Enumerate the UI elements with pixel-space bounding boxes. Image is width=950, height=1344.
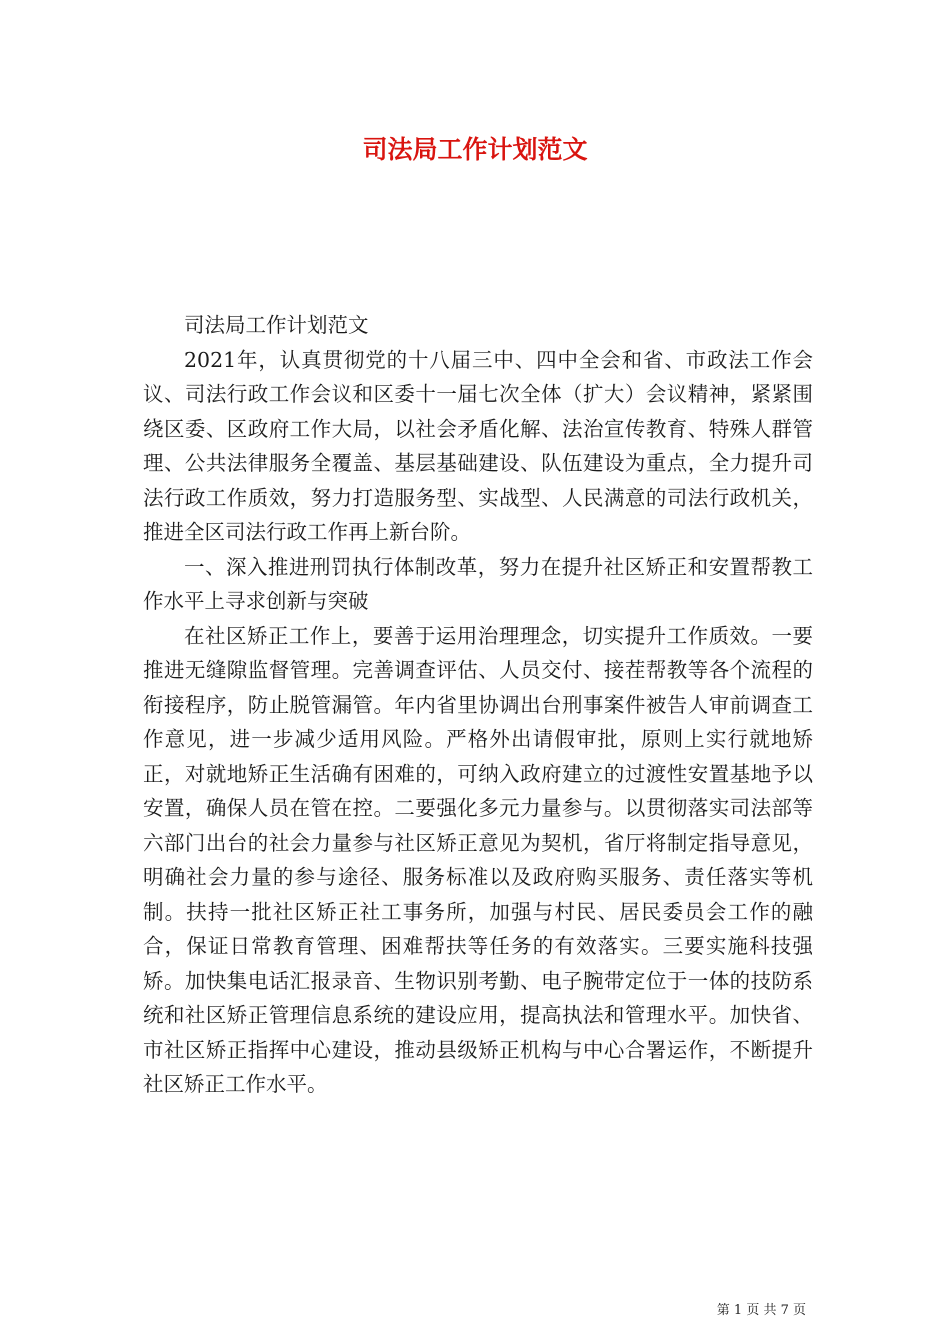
paragraph-community-correction: 在社区矫正工作上，要善于运用治理理念，切实提升工作质效。一要推进无缝隙监督管理。完善调查评估、人员交付、接茬帮教等各个流程的衔接程序，防止脱管漏管。年内省里协调出台刑事案件被告人审前调查工作意见，进一步减少适用风险。严格外出请假审批，原则上实行就地矫正，对就地矫正生活确有困难的，可纳入政府建立的过渡性安置基地予以安置，确保人员在管在控。二要强化多元力量参与。以贯彻落实司法部等六部门出台的社会力量参与社区矫正意见为契机，省厅将制定指导意见，明确社会力量的参与途径、服务标准以及政府购买服务、责任落实等机制。扶持一批社区矫正社工事务所，加强与村民、居民委员会工作的融合，保证日常教育管理、困难帮扶等任务的有效落实。三要实施科技强矫。加快集电话汇报录音、生物识别考勤、电子腕带定位于一体的技防系统和社区矫正管理信息系统的建设应用，提高执法和管理水平。加快省、市社区矫正指挥中心建设，推动县级矫正机构与中心合署运作，不断提升社区矫正工作水平。 xyxy=(143,623,813,1096)
paragraph-heading: 司法局工作计划范文 xyxy=(184,313,369,337)
document-title: 司法局工作计划范文 xyxy=(362,135,588,164)
paragraph-intro: 2021年，认真贯彻党的十八届三中、四中全会和省、市政法工作会议、司法行政工作会议和区委十一届七次全体（扩大）会议精神，紧紧围绕区委、区政府工作大局，以社会矛盾化解、法治宣传教育、特殊人群管理、公共法律服务全覆盖、基层基础建设、队伍建设为重点，全力提升司法行政工作质效，努力打造服务型、实战型、人民满意的司法行政机关，推进全区司法行政工作再上新台阶。 xyxy=(143,347,813,544)
document-body xyxy=(143,308,813,1102)
page-number-footer: 第 1 页 共 7 页 xyxy=(716,1303,806,1318)
paragraph-section-one-heading: 一、深入推进刑罚执行体制改革，努力在提升社区矫正和安置帮教工作水平上寻求创新与突破 xyxy=(143,554,813,613)
